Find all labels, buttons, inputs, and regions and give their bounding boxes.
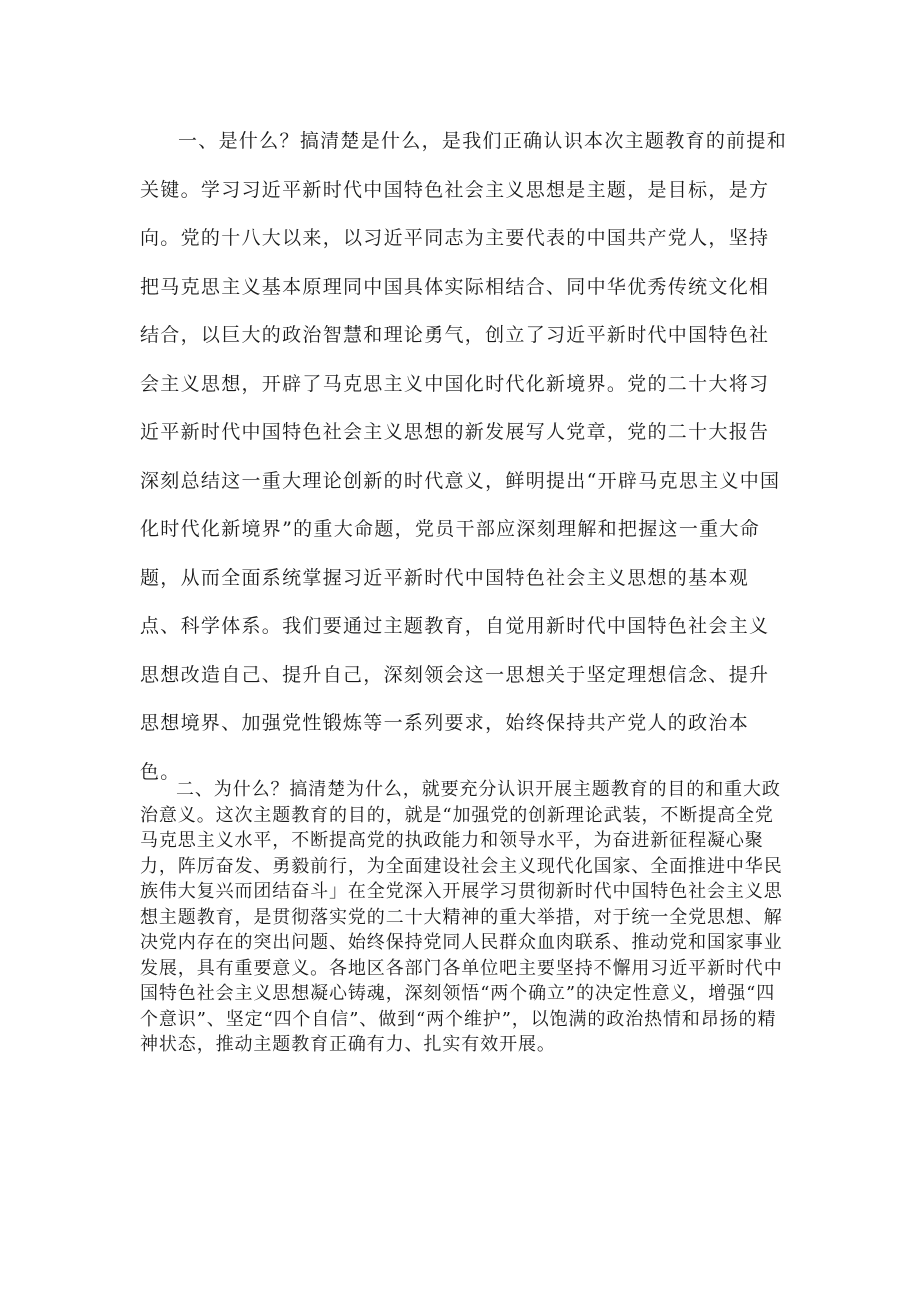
paragraph-what-body: 搞清楚是什么，是我们正确认识本次主题教育的前提和关键。学习习近平新时代中国特色社会主义思想是主题，是目标，是方向。党的十八大以来，以习近平同志为主要代表的中国共产党人，坚持把马克思主义基本原理同中国具体实际相结合、同中华优秀传统文化相结合，以巨大的政治智慧和理论勇气，创立了习近平新时代中国特色社会主义思想，开辟了马克思主义中国化时代化新境界。党的二十大将习近平新时代中国特色社会主义思想的新发展写人党章，党的二十大报告深刻总结这一重大理论创新的时代意义，鲜明提出“开辟马克思主义中国化时代化新境界”的重大命题，党员干部应深刻理解和把握这一重大命题，从而全面系统掌握习近平新时代中国特色社会主义思想的基本观点、科学体系。我们要通过主题教育，自觉用新时代中国特色社会主义思想改造自己、提升自己，深刻领会这一思想关于坚定理想信念、提升思想境界、加强党性锻炼等一系列要求，始终保持共产党人的政治本色。: [140, 130, 788, 783]
paragraph-what: [140, 117, 788, 796]
paragraph-why-body: 搞清楚为什么，就要充分认识开展主题教育的目的和重大政治意义。这次主题教育的目的，就是“加强党的创新理论武装，不断提高全党马克思主义水平，不断提高党的执政能力和领导水平，为奋进新征程凝心聚力，阵厉奋发、勇毅前行，为全面建设社会主义现代化国家、全面推进中华民族伟大复兴而团结奋斗」在全党深入开展学习贯彻新时代中国特色社会主义思想主题教育，是贯彻落实党的二十大精神的重大举措，对于统一全党思想、解决党内存在的突出问题、始终保持党同人民群众血肉联系、推动党和国家事业发展，具有重要意义。各地区各部门各单位吧主要坚持不懈用习近平新时代中国特色社会主义思想凝心铸魂，深刻领悟“两个确立”的决定性意义，增强“四个意识”、坚定“四个自信”、做到“两个维护”，以饱满的政治热情和昂扬的精神状态，推动主题教育正确有力、扎实有效开展。: [140, 779, 783, 1055]
paragraph-what-heading: 一、是什么？: [178, 130, 300, 152]
paragraph-why: [140, 777, 792, 1058]
paragraph-why-heading: 二、为什么？: [176, 779, 290, 800]
